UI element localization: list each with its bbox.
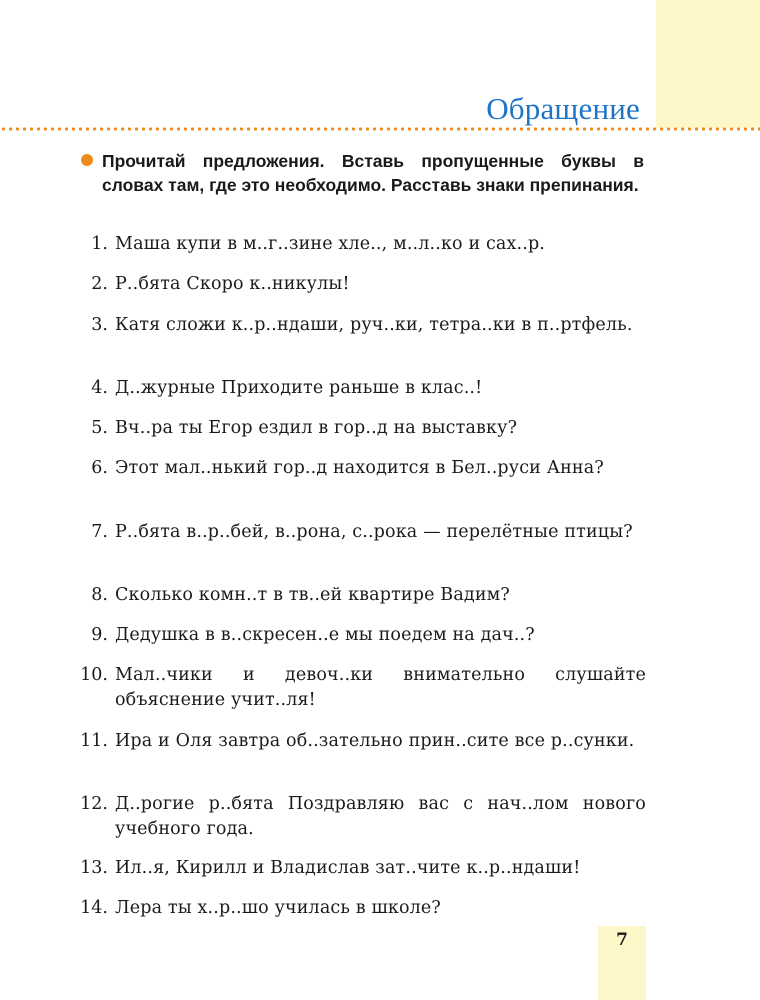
page-title: Обращение — [486, 91, 640, 126]
list-item — [70, 792, 646, 852]
item-text: Маша купи в м..г..зине хле.., м..л..ко и сах..р. — [115, 234, 546, 254]
item-text: Д..рогие р..бята Поздравляю вас с нач..лом нового учебного года. — [115, 794, 646, 839]
item-text: Д..журные Приходите раньше в клас..! — [115, 378, 483, 398]
side-tab-strip — [656, 0, 760, 128]
item-text: Вч..ра ты Егор ездил в гор..д на выставку? — [115, 418, 518, 438]
list-item — [70, 313, 646, 373]
item-number: 11. — [80, 731, 108, 751]
item-text: Р..бята в..р..бей, в..рона, с..рока — перелётные птицы? — [115, 522, 633, 542]
item-text: Сколько комн..т в тв..ей квартире Вадим? — [115, 585, 510, 605]
list-item — [70, 896, 646, 956]
item-text: Мал..чики и девоч..ки внимательно слушайте объяснение учит..ля! — [115, 665, 646, 710]
item-text: Этот мал..нький гор..д находится в Бел..руси Анна? — [115, 458, 604, 478]
item-number: 7. — [91, 522, 108, 542]
item-number: 13. — [80, 858, 108, 878]
item-text: Ил..я, Кирилл и Владислав зат..чите к..р..ндаши! — [115, 858, 581, 878]
page-number: 7 — [616, 930, 628, 950]
item-number: 6. — [91, 458, 108, 478]
item-number: 1. — [91, 234, 108, 254]
list-item — [70, 520, 646, 580]
bullet-icon — [81, 154, 93, 166]
item-number: 10. — [80, 665, 108, 685]
item-number: 12. — [80, 794, 108, 814]
item-number: 4. — [91, 378, 108, 398]
item-text: Катя сложи к..р..ндаши, руч..ки, тетра..ки в п..ртфель. — [115, 315, 633, 335]
exercise-instruction: Прочитай предложения. Вставь пропущенные буквы в словах там, где это необходимо. Расставь знаки препинания. — [102, 151, 644, 195]
item-text: Р..бята Скоро к..никулы! — [115, 274, 350, 294]
item-text: Дедушка в в..скресен..е мы поедем на дач..? — [115, 625, 535, 645]
item-number: 9. — [91, 625, 108, 645]
item-number: 8. — [91, 585, 108, 605]
item-number: 14. — [80, 898, 108, 918]
item-number: 2. — [91, 274, 108, 294]
item-number: 3. — [91, 315, 108, 335]
item-number: 5. — [91, 418, 108, 438]
item-text: Ира и Оля завтра об..зательно прин..сите все р..сунки. — [115, 731, 635, 751]
dotted-divider — [0, 127, 760, 131]
list-item — [70, 663, 646, 723]
item-text: Лера ты х..р..шо училась в школе? — [115, 898, 441, 918]
list-item — [70, 729, 646, 789]
list-item — [70, 456, 646, 516]
